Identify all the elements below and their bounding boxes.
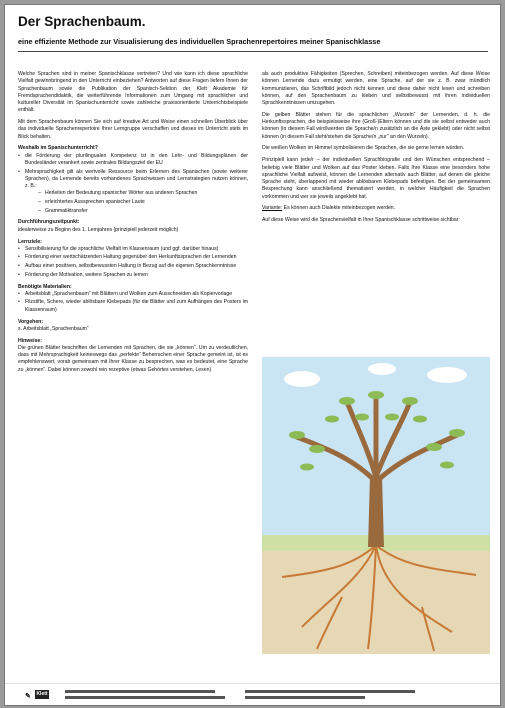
body-paragraph: als auch produktive Fähigkeiten (Sprechen, Schreiben) miteinbezogen werden. Auf diese Weise können Lernende dazu ermutigt werden, eine Sprache, auf der sie z. B. zwar mündlich kommunizieren, das Schriftbild jedoch nicht kennen und diese daher nicht lesen und schreiben können, auf den Sprachenbaum zu kleben und selbstbewusst mit ihren individuellen Sprachkenntnissen umzugehen. — [262, 71, 490, 106]
why-list — [18, 153, 248, 215]
list-item: • Förderung einer wertschätzenden Haltung gegenüber den Herkunftssprachen der Lernenden — [18, 254, 248, 261]
page-subtitle: eine effiziente Methode zur Visualisierung des individuellen Sprachenrepertoires meiner Spanischklasse — [18, 37, 381, 46]
list-item: • Aufbau einer positiven, selbstbewussten Haltung in Bezug auf die eigenen Sprachkenntnisse — [18, 263, 248, 270]
language-tree-illustration — [262, 357, 490, 654]
redacted-text — [65, 690, 215, 693]
list-item-text: Mehrsprachigkeit gilt als wertvolle Ressource beim Erlernen des Spanischen (sowie weiterer Sprachen), da Lernende bereits vorhandenes Sprachwissen und Lernstrategien nutzen können, z. B.: — [25, 168, 248, 190]
intro-paragraph: Welche Sprachen sind in meiner Spanischklasse vertreten? Und wie kann ich diese sprachliche Vielfalt gewinnbringend in den Unterricht einbeziehen? Antworten auf diese Fragen liefern Ihnen der Sprachenbaum sowie die Publikation der Spanisch-Sektion der Klett Akademie für Fremdsprachendidaktik, die weiterführende Informationen zum Umgang mit sprachlicher und kultureller Diversität im Spanischunterricht sowie zahlreiche praxisorientierte Unterrichtsbeispiele enthält. — [18, 71, 248, 114]
notes-text: Die grünen Blätter beschriften die Lernenden mit Sprachen, die sie „können“. Um zu verdeutlichen, dass mit Mehrsprachigkeit keineswegs das „perfekte“ Beherrschen einer Sprache gemeint ist, ist es empfehlenswert, vorab gemeinsam mit Ihrer Klasse zu besprechen, was es bedeutet, eine Sprache zu „können“. Dabei können sowohl rein rezeptive (etwas Gehörtes verstehen, Lesen) — [18, 344, 248, 373]
list-item: • Filzstifte, Schere, wieder ablösbare Klebepads (für die Blätter und zum Aufhängen des Posters im Klassenraum) — [18, 299, 248, 314]
sub-list-item: – Herleiten der Bedeutung spanischer Wörter aus anderen Sprachen — [38, 190, 248, 197]
list-item: • Arbeitsblatt „Sprachenbaum“ mit Blättern und Wolken zum Ausschneiden als Kopiervorlage — [18, 291, 248, 298]
procedure-heading: Vorgehen: — [18, 318, 44, 325]
materials-heading: Benötigte Materialien: — [18, 283, 72, 290]
when-heading: Durchführungszeitpunkt: — [18, 219, 80, 226]
redacted-text — [245, 696, 365, 699]
when-text: idealerweise zu Beginn des 1. Lernjahres (prinzipiell jederzeit möglich) — [18, 226, 179, 233]
list-item — [18, 169, 248, 215]
tree-trunk — [368, 477, 384, 547]
sub-list-item: – Grammatiktransfer — [38, 208, 248, 215]
list-item: • Förderung der Motivation, weitere Sprachen zu lernen — [18, 272, 248, 279]
sub-list-item: – erleichtertes Aussprechen spanischer Laute — [38, 199, 248, 206]
why-heading: Weshalb im Spanischunterricht? — [18, 145, 98, 152]
goals-list — [18, 246, 248, 279]
body-paragraph: Die gelben Blätter stehen für die sprachlichen „Wurzeln“ der Lernenden, d. h. die Herkunftssprachen, die beispielsweise ihre (Groß-)Eltern können und die sie selbst entweder auch können (in diesem Fall wird/werden die Sprache/n zusätzlich an die Äste geklebt) oder nicht selbst können (in diesem Fall steht/stehen die Sprache/n „nur“ an den Wurzeln). — [262, 111, 490, 140]
header-divider — [18, 51, 488, 52]
right-column — [262, 71, 490, 229]
worksheet-page — [4, 4, 501, 706]
cloud-icon — [368, 363, 396, 375]
variant-text: Es können auch Dialekte miteinbezogen werden. — [283, 205, 396, 212]
body-paragraph: Die weißen Wolken im Himmel symbolisieren die Sprachen, die sie gerne lernen würden. — [262, 145, 465, 152]
klett-logo-icon: ✎ — [25, 693, 31, 700]
why-sublist — [25, 190, 248, 215]
procedure-text: s. Arbeitsblatt „Sprachenbaum“ — [18, 325, 89, 332]
body-paragraph: Auf diese Weise wird die Sprachenvielfalt in Ihrer Spanischklasse schrittweise sichtbar: — [262, 217, 460, 224]
list-item: • die Förderung der plurilingualen Kompetenz ist in den Lehr- und Bildungsplänen der Bundesländer verankert sowie zentrales Bildungsziel der EU — [18, 153, 248, 168]
footer-bar — [5, 683, 500, 706]
notes-heading: Hinweise: — [18, 337, 42, 344]
redacted-text — [65, 696, 225, 699]
goals-heading: Lernziele: — [18, 238, 42, 245]
body-paragraph: Prinzipiell kann jede/r – der individuellen Sprachbiografie und den Wünschen entsprechend – beliebig viele Blätter und Wolken auf das Poster kleben. Falls Ihre Klasse eine besonders hohe sprachliche Vielfalt aufweist, können die Lernenden alternativ auch Blätter, auf denen die gleiche Sprache steht, überlappend mit wieder ablösbaren Klebepads befestigen. Bei der gemeinsamen Besprechung kann anschließend thematisiert werden, in welcher Häufigkeit die Sprachen vorkommen und wer sie jeweils angeklebt hat. — [262, 157, 490, 200]
left-column — [18, 71, 248, 378]
klett-logo: Klett — [36, 691, 48, 697]
cloud-icon — [427, 367, 467, 383]
redacted-text — [245, 690, 415, 693]
intro-paragraph-2: Mit dem Sprachenbaum können Sie sich auf kreative Art und Weise einen schnellen Überblick über das individuelle Sprachenrepertoire Ihrer Lerngruppe verschaffen und dieses im Unterricht stets im Blick behalten. — [18, 119, 248, 140]
variant-paragraph — [262, 205, 490, 212]
cloud-icon — [284, 371, 320, 387]
materials-list — [18, 291, 248, 314]
variant-label: Variante: — [262, 205, 283, 212]
page-title: Der Sprachenbaum. — [18, 14, 146, 29]
list-item: • Sensibilisierung für die sprachliche Vielfalt im Klassenraum (und ggf. darüber hinaus) — [18, 246, 248, 253]
